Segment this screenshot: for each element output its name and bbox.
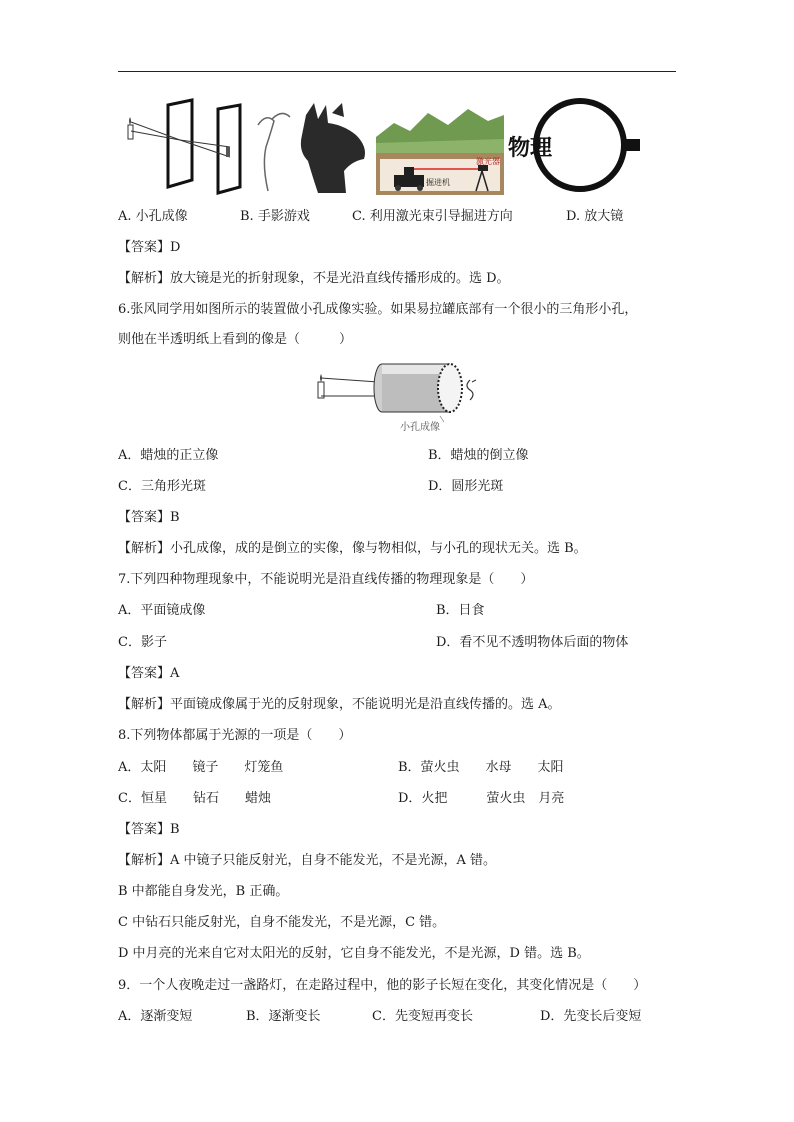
q8-analysis-line-3: C 中钻石只能反射光，自身不能发光，不是光源，C 错。 (118, 915, 446, 930)
q8-option-c: C．恒星 钻石 蜡烛 (118, 791, 271, 806)
q7-option-c: C．影子 (118, 635, 167, 650)
q5-figure-row (120, 95, 640, 200)
q8-analysis-line-1: 【解析】A 中镜子只能反射光，自身不能发光，不是光源，A 错。 (118, 853, 497, 868)
q5-analysis: 【解析】放大镜是光的折射现象，不是光沿直线传播形成的。选 D。 (118, 271, 510, 286)
q5-option-d: D. 放大镜 (566, 209, 624, 224)
q6-option-c: C．三角形光斑 (118, 479, 206, 494)
q9-option-d: D．先变长后变短 (540, 1009, 642, 1024)
q5-answer: 【答案】D (118, 240, 181, 255)
q7-analysis: 【解析】平面镜成像属于光的反射现象，不能说明光是沿直线传播的。选 A。 (118, 697, 561, 712)
q6-stem-line-2: 则他在半透明纸上看到的像是（ ） (118, 332, 353, 347)
lens-word: 物理 (508, 136, 553, 161)
q6-stem-line-1: 6.张风同学用如图所示的装置做小孔成像实验。如果易拉罐底部有一个很小的三角形小孔， (118, 302, 638, 317)
q8-option-d: D．火把 萤火虫 月亮 (398, 791, 565, 806)
q6-option-d: D．圆形光斑 (428, 479, 504, 494)
hand-shadow-figure (252, 95, 374, 195)
q8-option-b: B．萤火虫 水母 太阳 (398, 760, 564, 775)
q9-option-c: C．先变短再变长 (372, 1009, 473, 1024)
q6-option-b: B．蜡烛的倒立像 (428, 448, 529, 463)
q7-option-a: A．平面镜成像 (118, 603, 206, 618)
pinhole-can-figure (312, 360, 482, 432)
q6-figure-caption: 小孔成像 (400, 422, 440, 433)
q5-option-c: C. 利用激光束引导掘进方向 (352, 209, 513, 224)
q9-option-a: A．逐渐变短 (118, 1009, 193, 1024)
q5-option-a: A. 小孔成像 (118, 209, 188, 224)
q7-answer: 【答案】A (118, 666, 180, 681)
q8-option-a: A．太阳 镜子 灯笼鱼 (118, 760, 284, 775)
q8-stem: 8.下列物体都属于光源的一项是（ ） (118, 728, 352, 743)
header-rule (118, 71, 676, 72)
q5-option-b: B. 手影游戏 (240, 209, 310, 224)
q8-analysis-line-2: B 中都能自身发光，B 正确。 (118, 884, 289, 899)
q7-option-b: B．日食 (436, 603, 485, 618)
q7-stem: 7.下列四种物理现象中，不能说明光是沿直线传播的物理现象是（ ） (118, 572, 534, 587)
q9-option-b: B．逐渐变长 (246, 1009, 321, 1024)
q6-option-a: A．蜡烛的正立像 (118, 448, 219, 463)
magnifying-glass-figure (506, 95, 640, 199)
laser-label: 激光器 (476, 157, 500, 166)
q8-analysis-line-4: D 中月亮的光来自它对太阳光的反射，它自身不能发光，不是光源，D 错。选 B。 (118, 946, 590, 961)
q9-stem: 9．一个人夜晚走过一盏路灯，在走路过程中，他的影子长短在变化，其变化情况是（ ） (118, 978, 647, 993)
q7-option-d: D．看不见不透明物体后面的物体 (436, 635, 629, 650)
q6-answer: 【答案】B (118, 510, 180, 525)
laser-tunnel-figure (376, 95, 504, 195)
q8-answer: 【答案】B (118, 822, 180, 837)
pinhole-imaging-figure (120, 95, 250, 195)
q6-analysis: 【解析】小孔成像，成的是倒立的实像，像与物相似，与小孔的现状无关。选 B。 (118, 541, 587, 556)
machine-label: 掘进机 (426, 178, 450, 187)
